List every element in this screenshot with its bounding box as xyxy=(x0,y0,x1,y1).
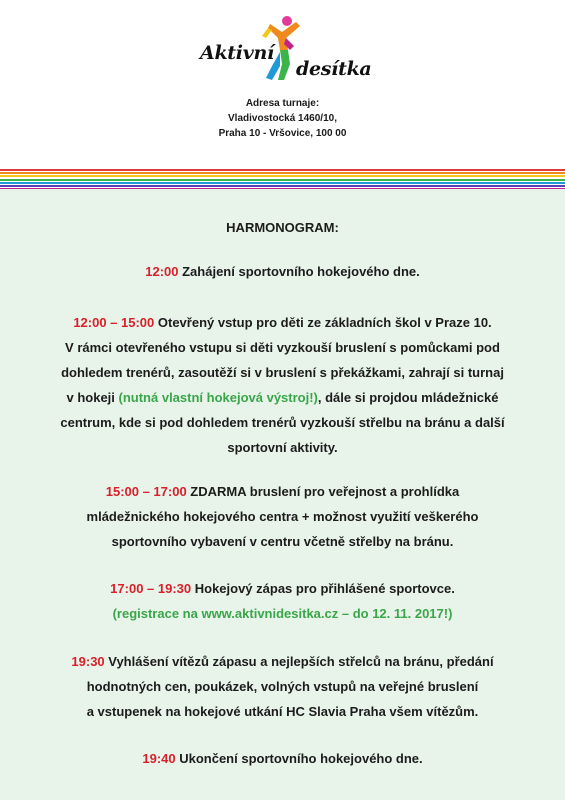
entry-line: centrum, kde si pod dohledem trenérů vyzkouší střelbu na bránu a další xyxy=(60,415,505,430)
schedule-heading: HARMONOGRAM: xyxy=(226,220,339,235)
schedule-entry-awards xyxy=(30,649,535,724)
entry-text: ZDARMA bruslení pro veřejnost a prohlídka xyxy=(186,484,460,499)
logo-word-aktivni: Aktivní xyxy=(200,42,274,64)
entry-line: dohledem trenérů, zasoutěží si v bruslení s překážkami, zahrají si turnaj xyxy=(61,365,504,380)
registration-note: (registrace na www.aktivnidesitka.cz – do 12. 11. 2017!) xyxy=(112,606,453,621)
entry-time: 15:00 – 17:00 xyxy=(105,484,187,499)
schedule-entry-hockey-match xyxy=(30,576,535,626)
entry-line: hodnotných cen, poukázek, volných vstupů na veřejné bruslení xyxy=(86,679,479,694)
rainbow-stripe xyxy=(0,182,565,184)
schedule-entry-public-skating xyxy=(30,479,535,554)
entry-text: Hokejový zápas pro přihlášené sportovce. xyxy=(191,581,455,596)
header xyxy=(0,0,565,168)
address-city: Praha 10 - Vršovice, 100 00 xyxy=(218,128,347,139)
logo-word-desitka: desítka xyxy=(296,58,372,80)
entry-time: 12:00 xyxy=(145,264,179,279)
entry-line: sportovní aktivity. xyxy=(227,440,338,455)
entry-text: Vyhlášení vítězů zápasu a nejlepších střelců na bránu, předání xyxy=(104,654,494,669)
schedule-entry-end xyxy=(30,746,535,771)
entry-text: Zahájení sportovního hokejového dne. xyxy=(178,264,420,279)
address-street: Vladivostocká 1460/10, xyxy=(228,113,337,124)
rainbow-stripe xyxy=(0,175,565,177)
schedule-entry-open-entry xyxy=(30,310,535,460)
entry-line: sportovního vybavení v centru včetně střelby na bránu. xyxy=(111,534,454,549)
entry-text: Otevřený vstup pro děti ze základních škol v Praze 10. xyxy=(154,315,492,330)
logo xyxy=(0,14,565,84)
equipment-note: (nutná vlastní hokejová výstroj!) xyxy=(118,390,318,405)
tournament-address xyxy=(0,96,565,141)
entry-line: mládežnického hokejového centra + možnost využití veškerého xyxy=(86,509,479,524)
entry-time: 12:00 – 15:00 xyxy=(73,315,155,330)
entry-text: Ukončení sportovního hokejového dne. xyxy=(175,751,423,766)
schedule-panel xyxy=(0,189,565,800)
rainbow-stripes xyxy=(0,169,565,189)
rainbow-stripe xyxy=(0,185,565,187)
entry-line: V rámci otevřeného vstupu si děti vyzkouší bruslení s pomůckami pod xyxy=(65,340,500,355)
entry-time: 17:00 – 19:30 xyxy=(110,581,192,596)
rainbow-stripe xyxy=(0,179,565,181)
entry-time: 19:40 xyxy=(142,751,176,766)
rainbow-stripe xyxy=(0,169,565,171)
entry-text: , dále si projdou mládežnické xyxy=(317,390,499,405)
rainbow-stripe xyxy=(0,172,565,174)
schedule-entry-start xyxy=(30,259,535,284)
entry-line: a vstupenek na hokejové utkání HC Slavia Praha všem vítězům. xyxy=(86,704,479,719)
entry-time: 19:30 xyxy=(71,654,105,669)
entry-text: v hokeji xyxy=(66,390,119,405)
address-label: Adresa turnaje: xyxy=(245,98,320,109)
